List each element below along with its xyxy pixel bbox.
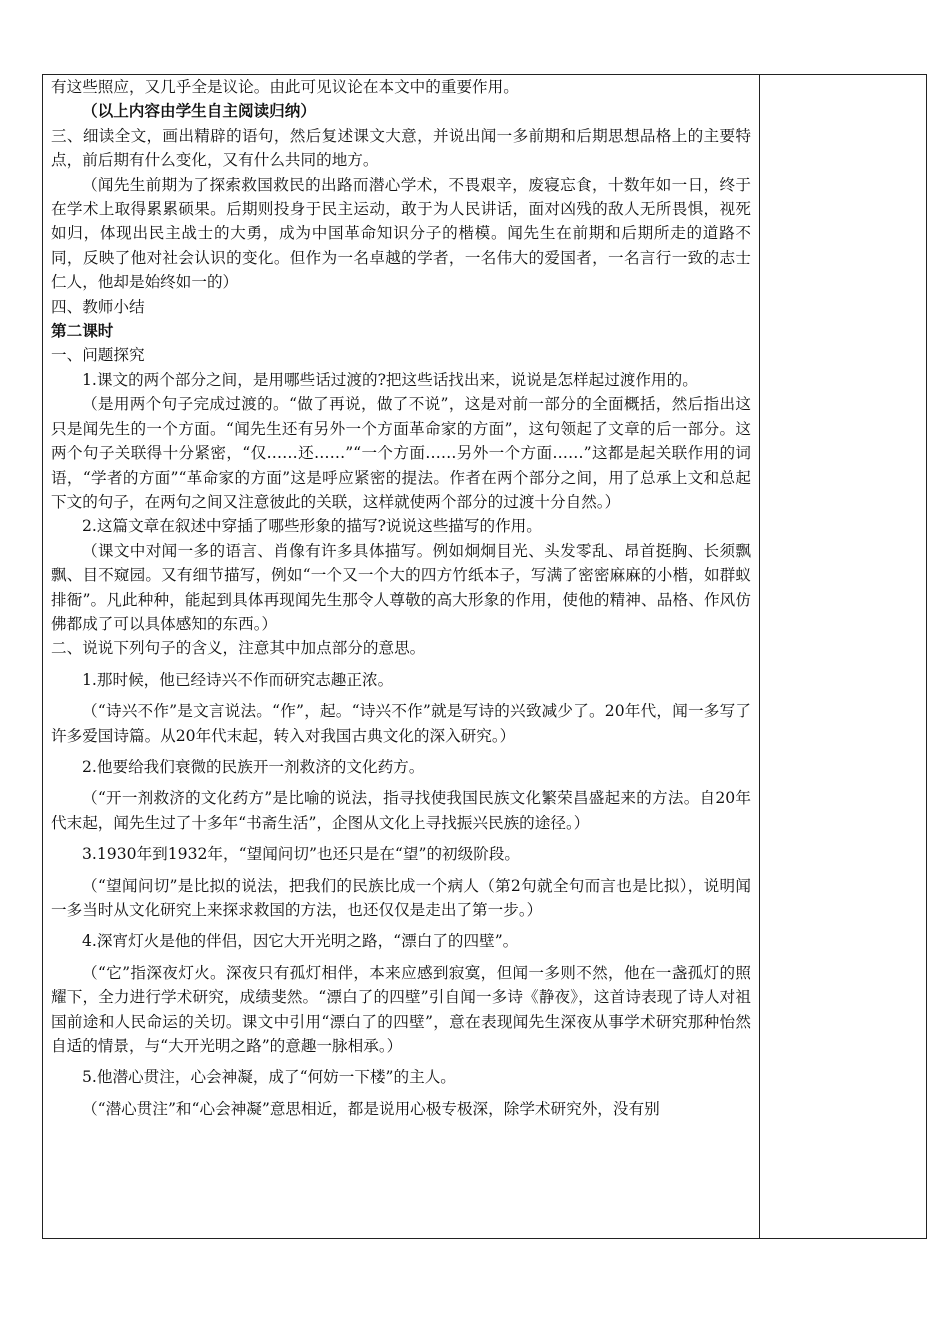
paragraph: 1.那时候，他已经诗兴不作而研究志趣正浓。: [82, 670, 394, 689]
lesson-plan-table: [42, 74, 927, 1239]
paragraph: （课文中对闻一多的语言、肖像有许多具体描写。例如炯炯目光、头发零乱、昂首挺胸、长须飘飘、目不窥园。又有细节描写，例如“一个又一个大的四方竹纸本子，写满了密密麻麻的小楷，如群蚁排衙”。凡此种种，能起到具体再现闻先生那令人尊敬的高大形象的作用，使他的精神、品格、作风仿佛都成了可以具体感知的东西。）: [51, 541, 751, 633]
paragraph: （“开一剂救济的文化药方”是比喻的说法，指寻找使我国民族文化繁荣昌盛起来的方法。自20年代末起，闻先生过了十多年“书斋生活”，企图从文化上寻找振兴民族的途径。）: [51, 789, 751, 832]
paragraph-spacer: [51, 867, 751, 874]
paragraph: （闻先生前期为了探索救国救民的出路而潜心学术，不畏艰辛，废寝忘食，十数年如一日，终于在学术上取得累累硕果。后期则投身于民主运动，敢于为人民讲话，面对凶残的敌人无所畏惧，视死如归，体现出民主战士的大勇，成为中国革命知识分子的楷模。闻先生在前期和后期所走的道路不同，反映了他对社会认识的变化。但作为一名卓越的学者，一名伟大的爱国者，一名言行一致的志士仁人，他却是始终如一的）: [51, 175, 751, 292]
paragraph: 二、说说下列句子的含义，注意其中加点部分的意思。: [51, 639, 426, 658]
paragraph-spacer: [51, 1090, 751, 1097]
paragraph-spacer: [51, 835, 751, 842]
main-content-cell: [43, 75, 760, 1239]
paragraph-spacer: [51, 661, 751, 668]
paragraph: （以上内容由学生自主阅读归纳）: [82, 101, 316, 121]
paragraph: （是用两个句子完成过渡的。“做了再说，做了不说”，这是对前一部分的全面概括，然后指出这只是闻先生的一个方面。“闻先生还有另外一个方面革命家的方面”，这句领起了文章的后一部分。这两个句子关联得十分紧密，“仅……还……”“一个方面……另外一个方面……”这都是起关联作用的词语，“学者的方面”“革命家的方面”这是呼应紧密的提法。作者在两个部分之间，用了总承上文和总起下文的句子，在两句之间又注意彼此的关联，这样就使两个部分的过渡十分自然。）: [51, 395, 751, 511]
paragraph-spacer: [51, 1058, 751, 1065]
paragraph: （“潜心贯注”和“心会神凝”意思相近，都是说用心极专极深，除学术研究外，没有别: [82, 1099, 660, 1118]
paragraph: （“诗兴不作”是文言说法。“作”，起。“诗兴不作”就是写诗的兴致减少了。20年代，闻一多写了许多爱国诗篇。从20年代末起，转入对我国古典文化的深入研究。）: [51, 702, 751, 745]
paragraph: （“望闻问切”是比拟的说法，把我们的民族比成一个病人（第2句就全句而言也是比拟），说明闻一多当时从文化研究上来探求救国的方法，也还仅仅是走出了第一步。）: [51, 876, 751, 919]
paragraph-spacer: [51, 954, 751, 961]
paragraph: 4.深宵灯火是他的伴侣，因它大开光明之路，“漂白了的四壁”。: [82, 932, 519, 951]
paragraph: 第二课时: [51, 321, 114, 341]
notes-column-cell: [760, 75, 927, 1239]
paragraph: 三、细读全文，画出精辟的语句，然后复述课文大意，并说出闻一多前期和后期思想品格上的主要特点，前后期有什么变化，又有什么共同的地方。: [51, 126, 751, 170]
paragraph: （“它”指深夜灯火。深夜只有孤灯相伴，本来应感到寂寞，但闻一多则不然，他在一盏孤灯的照耀下，全力进行学术研究，成绩斐然。“漂白了的四壁”引自闻一多诗《静夜》，这首诗表现了诗人对祖国前途和人民命运的关切。课文中引用“漂白了的四壁”，意在表现闻先生深夜从事学术研究那种怡然自适的情景，与“大开光明之路”的意趣一脉相承。）: [51, 963, 751, 1056]
paragraph: 2.他要给我们衰微的民族开一剂救济的文化药方。: [82, 757, 425, 776]
paragraph: 5.他潜心贯注，心会神凝，成了“何妨一下楼”的主人。: [82, 1068, 456, 1087]
paragraph-spacer: [51, 779, 751, 786]
paragraph: 有这些照应，又几乎全是议论。由此可见议论在本文中的重要作用。: [51, 78, 519, 96]
paragraph-spacer: [51, 922, 751, 929]
lesson-text: [43, 75, 759, 1121]
paragraph: 3.1930年到1932年，“望闻问切”也还只是在“望”的初级阶段。: [82, 845, 521, 864]
paragraph-spacer: [51, 748, 751, 755]
paragraph: 2.这篇文章在叙述中穿插了哪些形象的描写?说说这些描写的作用。: [82, 517, 542, 536]
paragraph: 一、问题探究: [51, 346, 145, 365]
paragraph: 四、教师小结: [51, 297, 145, 316]
paragraph-spacer: [51, 692, 751, 699]
paragraph: 1.课文的两个部分之间，是用哪些话过渡的?把这些话找出来，说说是怎样起过渡作用的。: [82, 370, 698, 389]
